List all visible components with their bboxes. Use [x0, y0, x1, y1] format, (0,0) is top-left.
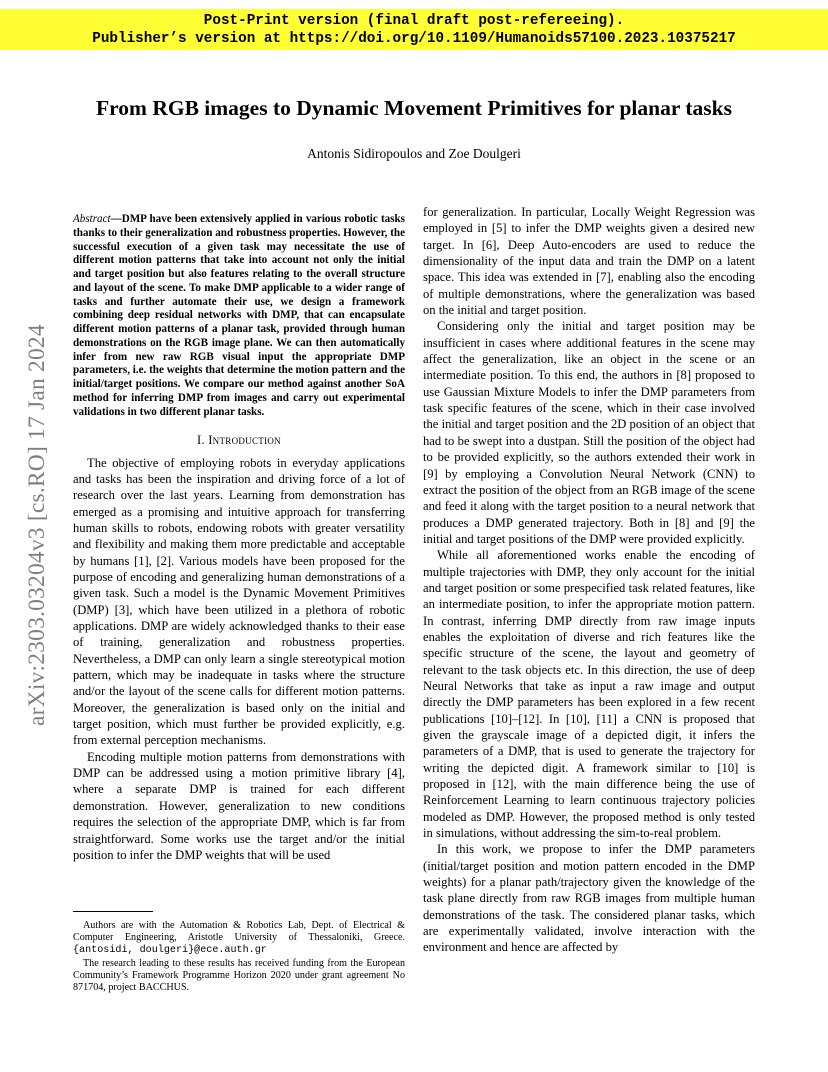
footnote-emails: {antosidi, doulgeri}@ece.auth.gr [73, 945, 267, 957]
body-paragraph: The objective of employing robots in everyday applications and tasks has been the inspiration and driving force of a lot of research over the last years. Learning from demonstration has emerged as a promising and intuitive approach for transferring human skills to robots, endowing robots with greater versatility and flexibility and making them more predictable and acceptable by humans [1], [2]. Various models have been proposed for the purpose of encoding and generalizing human demonstrations of a given task. Such a model is the Dynamic Movement Primitives (DMP) [3], which have been utilized in a plethora of robotic applications. DMP are widely acknowledged thanks to their ease of training, generalization and robustness properties. Nevertheless, a DMP can only learn a single stereotypical motion pattern, which may be inadequate in tasks where the structure and/or the layout of the scene calls for different motion patterns. Moreover, the generalization is based only on the initial and target position, which must further be provided explicitly, e.g. from external perception mechanisms. [73, 455, 405, 748]
body-paragraph: In this work, we propose to infer the DMP parameters (initial/target position and motion pattern encoded in the DMP weights) for a planar path/trajectory given the knowledge of the task plane directly from raw RGB images from multiple human demonstrations of the task. The considered planar tasks, which are experimentally validated, involve interaction with the environment and hence are affected by [423, 842, 755, 955]
section-title: Introduction [208, 433, 281, 448]
body-paragraph: Considering only the initial and target position may be insufficient in cases where additional features in the scene may affect the generalization, like an object in the scene or an intermediate position. To this end, the authors in [8] proposed to use Gaussian Mixture Models to infer the DMP parameters from task specific features of the scene, which in their case involved the initial and target position and the 2D position of an object that had to be swept into a dustpan. Still the position of the object had to be provided explicitly, so the authors extended their work in [9] by employing a Convolution Neural Network (CNN) to extract the position of the object from an RGB image of the scene and feed it along with the target position to a neural network that produces a DMP generated trajectory. Both in [8] and [9] the initial and target positions of the DMP were provided explicitly. [423, 319, 755, 546]
banner-line-1: Post-Print version (final draft post-refereeing). [203, 13, 625, 29]
body-paragraph: for generalization. In particular, Locally Weight Regression was employed in [5] to infer the DMP weights given a desired new target. In [6], Deep Auto-encoders are used to reduce the dimensionality of the input data and train the DMP on a latent space. This idea was extended in [7], enabling also the encoding of multiple demonstrations, where the generalization was based on the initial and target position. [423, 205, 755, 318]
post-print-banner [0, 9, 828, 50]
section-number: I. [197, 433, 205, 448]
body-paragraph: Encoding multiple motion patterns from demonstrations with DMP can be addressed using a motion primitive library [4], where a separate DMP is trained for each different demonstration. However, generalization to new conditions requires the selection of the appropriate DMP, which is far from straightforward. Some works use the target and/or the initial position to infer the DMP weights that will be used [73, 749, 405, 862]
abstract-label: Abstract [73, 213, 111, 225]
abstract-text: DMP have been extensively applied in various robotic tasks thanks to their generalization and robustness properties. However, the successful execution of a given task may necessitate the use of different motion patterns that take into account not only the initial and target position but also features relating to the overall structure and layout of the scene. To make DMP applicable to a wider range of tasks and further automate their use, we design a framework combining deep residual networks with DMP, that can encapsulate different motion patterns of a planar task, provided through human demonstrations on the RGB image plane. We can then automatically infer from new raw RGB visual input the appropriate DMP parameters, i.e. the weights that determine the motion pattern and the initial/target positions. We compare our method against another SoA method for inferring DMP from images and carry out experimental validations in two different planar tasks. [73, 213, 405, 418]
left-column [73, 213, 405, 863]
paper-title: From RGB images to Dynamic Movement Primitives for planar tasks [96, 96, 732, 120]
paper-authors: Antonis Sidiropoulos and Zoe Doulgeri [307, 146, 521, 161]
abstract-dash: — [110, 213, 122, 225]
section-heading-introduction [73, 432, 405, 448]
banner-line-2: Publisher’s version at https://doi.org/10.1109/Humanoids57100.2023.10375217 [92, 31, 736, 47]
abstract [73, 213, 405, 419]
right-column [423, 204, 755, 956]
arxiv-identifier-stamp: arXiv:2303.03204v3 [cs.RO] 17 Jan 2024 [24, 324, 50, 726]
footnote-affiliation: Authors are with the Automation & Robotics Lab, Dept. of Electrical & Computer Engineering, Aristotle University of Thessaloniki, Greece. {antosidi, doulgeri}@ece.auth.gr [73, 920, 405, 957]
footnote-funding: The research leading to these results has received funding from the European Community’s Framework Programme Horizon 2020 under grant agreement No 871704, project BACCHUS. [73, 957, 405, 994]
body-paragraph: While all aforementioned works enable the encoding of multiple trajectories with DMP, they only account for the initial and target position or some prespecified task related features, like an intermediate position, to infer the appropriate motion pattern. In contrast, inferring DMP directly from raw image inputs enables the exploitation of diverse and rich features like the specific structure of the scene, the layout and geometry of relevant to the task objects etc. In this direction, the use of deep Neural Networks that take as input a raw image and output directly the DMP parameters has been explored in a few recent publications [10]–[12]. In [10], [11] a CNN is proposed that given the grayscale image of a depicted digit, it infers the parameters of a DMP, that is used to generate the trajectory for writing the depicted digit. A framework similar to [10] is proposed in [12], with the main difference being the use of Reinforcement Learning to learn continuous trajectory policies modeled as DMP. However, the proposed method is only tested in simulations, without addressing the sim-to-real problem. [423, 548, 755, 841]
footnote [73, 920, 405, 994]
footnote-rule [73, 911, 153, 912]
